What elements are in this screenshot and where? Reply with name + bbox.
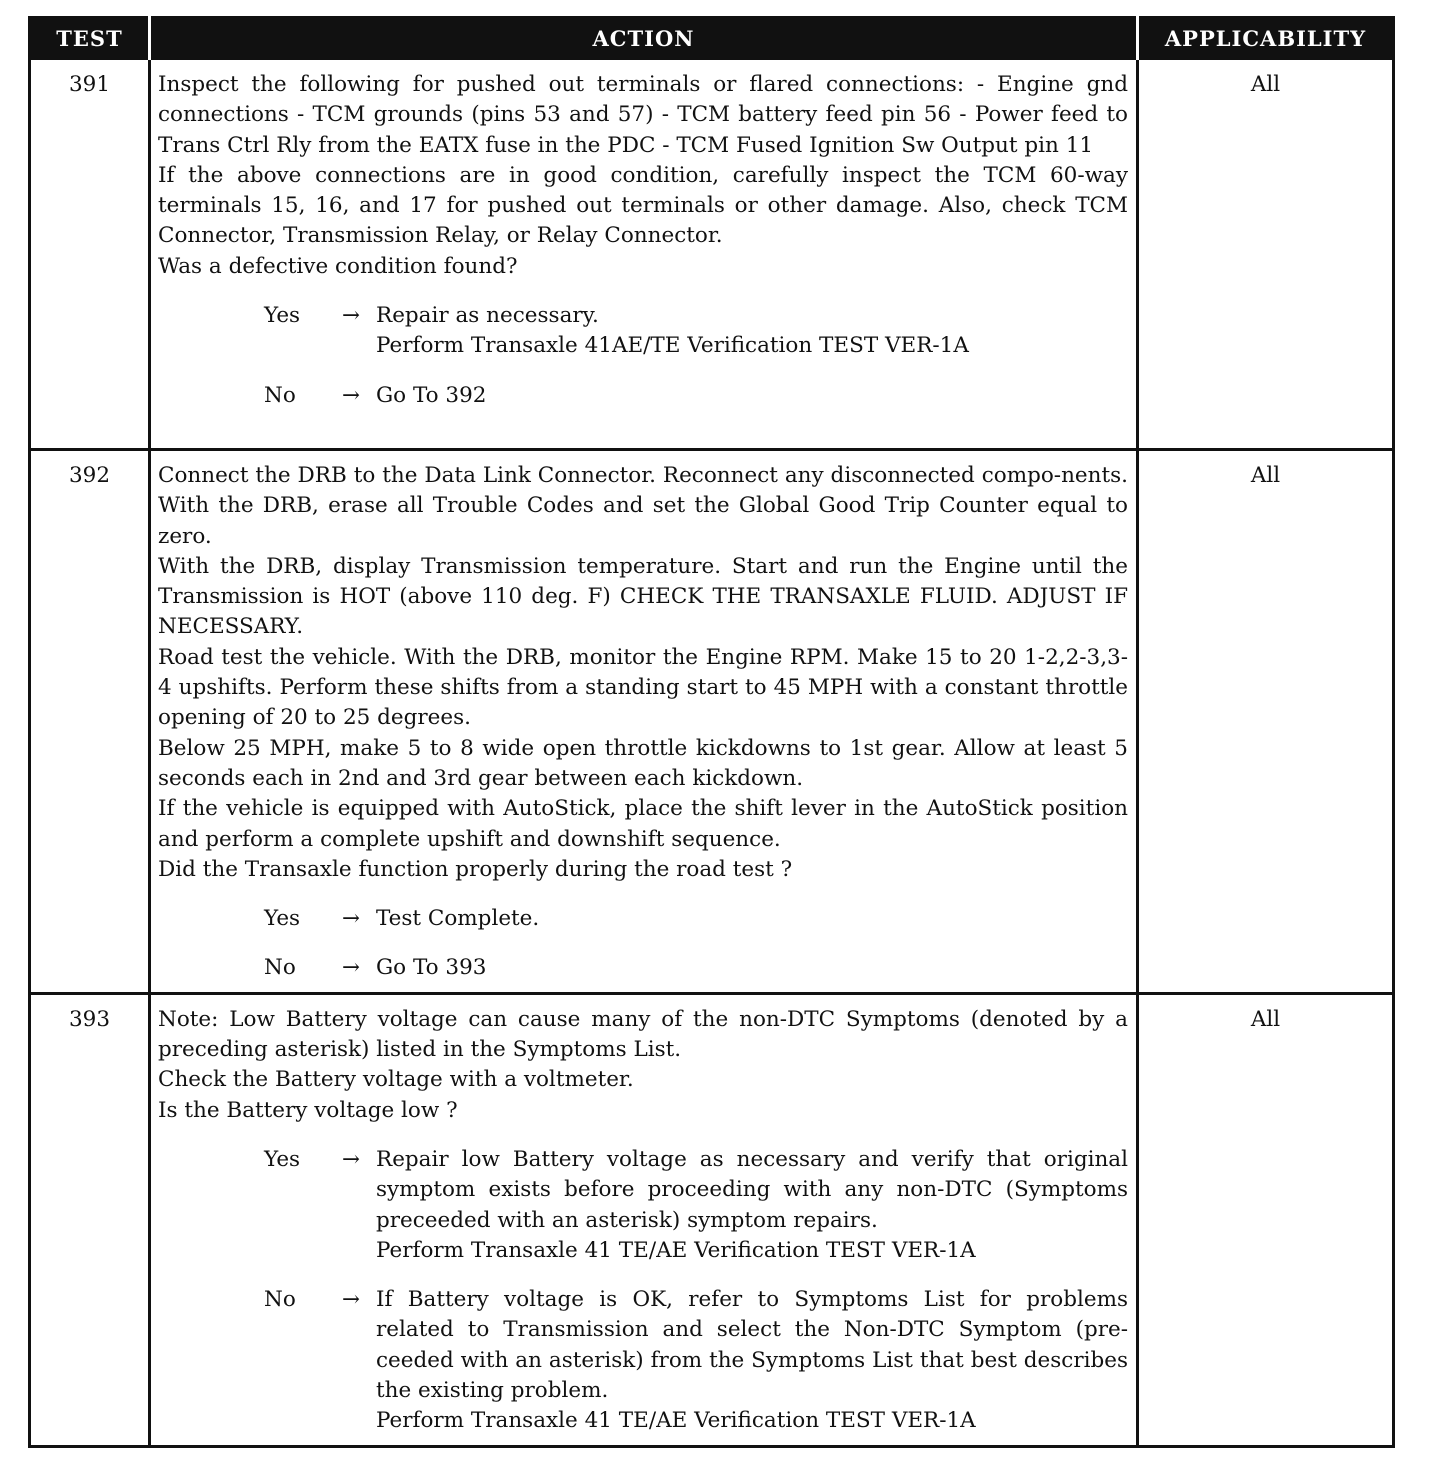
action-paragraph: Road test the vehicle. With the DRB, monitor the Engine RPM. Make 15 to 20 1-2,2-3,3-4 upshifts. Perform these shifts from a standing start to 45 MPH with a constant throttle opening of 20 to 25 degrees.: [158, 644, 1128, 731]
response-line: Go To 392: [376, 382, 487, 408]
response-text: [376, 1285, 1128, 1436]
diagnostic-test-table: [28, 16, 1395, 1448]
table-row: [30, 993, 1394, 1446]
action-paragraph: If the vehicle is equipped with AutoStick, place the shift lever in the AutoStick position and perform a complete upshift and downshift sequence.: [158, 796, 1128, 852]
response-line: If Battery voltage is OK, refer to Symptoms List for problems related to Transmission and select the Non-DTC Symptom (pre-ceeded with an asterisk) from the Symptoms List that best describes the existing problem.: [376, 1287, 1128, 1404]
action-paragraph: Connect the DRB to the Data Link Connector. Reconnect any disconnected compo-nents. With the DRB, erase all Trouble Codes and set the Global Good Trip Counter equal to zero.: [158, 463, 1128, 549]
response-line: Repair low Battery voltage as necessary and verify that original symptom exists before proceeding with any non-DTC (Symptoms preceeded with an asterisk) symptom repairs.: [376, 1146, 1128, 1233]
action-cell: [150, 450, 1138, 994]
header-applicability: APPLICABILITY: [1138, 18, 1394, 59]
response-no: [158, 381, 1128, 411]
response-line: Perform Transaxle 41 TE/AE Verification TEST VER-1A: [376, 1237, 976, 1263]
response-line: Perform Transaxle 41AE/TE Verification TEST VER-1A: [376, 333, 969, 359]
response-line: Perform Transaxle 41 TE/AE Verification TEST VER-1A: [376, 1408, 976, 1434]
header-test: TEST: [30, 18, 150, 59]
action-cell: [150, 993, 1138, 1446]
response-no: [158, 953, 1128, 983]
response-text: [376, 301, 1128, 362]
response-yes: [158, 1145, 1128, 1266]
action-paragraph: Inspect the following for pushed out terminals or flared connections: - Engine gnd connections - TCM grounds (pins 53 and 57) - TCM battery feed pin 56 - Power feed to Trans Ctrl Rly from the EATX fuse in the PDC - TCM Fused Ignition Sw Output pin 11: [158, 72, 1128, 158]
action-paragraph: Below 25 MPH, make 5 to 8 wide open throttle kickdowns to 1st gear. Allow at least 5 seconds each in 2nd and 3rd gear between each kickdown.: [158, 735, 1128, 791]
table-row: [30, 450, 1394, 994]
right-arrow-icon: →: [341, 1287, 360, 1313]
test-number: 393: [30, 993, 150, 1446]
test-number: 391: [30, 59, 150, 450]
response-text: [376, 904, 1128, 934]
action-paragraph: Is the Battery voltage low ?: [158, 1097, 458, 1123]
applicability-value: All: [1138, 59, 1394, 450]
applicability-value: All: [1138, 450, 1394, 994]
response-answer: Yes: [264, 303, 301, 329]
applicability-value: All: [1138, 993, 1394, 1446]
response-text: [376, 381, 1128, 411]
right-arrow-icon: →: [341, 906, 360, 932]
response-no: [158, 1285, 1128, 1436]
response-text: [376, 953, 1128, 983]
test-number: 392: [30, 450, 150, 994]
response-text: [376, 1145, 1128, 1266]
diagnostic-test-document: [28, 16, 1392, 1448]
response-answer: No: [264, 955, 296, 981]
response-line: Go To 393: [376, 955, 487, 981]
right-arrow-icon: →: [341, 303, 360, 329]
action-paragraph: Did the Transaxle function properly during the road test ?: [158, 856, 793, 882]
action-paragraph: Note: Low Battery voltage can cause many of the non-DTC Symptoms (denoted by a preceding asterisk) listed in the Symptoms List.: [158, 1006, 1128, 1063]
action-paragraph: Check the Battery voltage with a voltmeter.: [158, 1067, 634, 1093]
response-answer: No: [264, 1287, 296, 1313]
response-answer: Yes: [264, 1146, 301, 1172]
response-yes: [158, 904, 1128, 934]
response-yes: [158, 301, 1128, 362]
right-arrow-icon: →: [341, 382, 360, 408]
right-arrow-icon: →: [341, 955, 360, 981]
action-paragraph: If the above connections are in good condition, carefully inspect the TCM 60-way terminals 15, 16, and 17 for pushed out terminals or other damage. Also, check TCM Connector, Transmission Relay, or Relay Connector.: [158, 162, 1128, 249]
right-arrow-icon: →: [341, 1146, 360, 1172]
action-paragraph: Was a defective condition found?: [158, 253, 518, 279]
response-line: Repair as necessary.: [376, 303, 599, 329]
header-action: ACTION: [150, 18, 1138, 59]
table-row: [30, 59, 1394, 450]
response-answer: Yes: [264, 906, 301, 932]
table-body: [30, 59, 1394, 1447]
response-answer: No: [264, 382, 296, 408]
table-header: [30, 18, 1394, 59]
action-paragraph: With the DRB, display Transmission temperature. Start and run the Engine until the Transmission is HOT (above 110 deg. F) CHECK THE TRANSAXLE FLUID. ADJUST IF NECESSARY.: [158, 553, 1128, 640]
response-line: Test Complete.: [376, 906, 540, 932]
action-cell: [150, 59, 1138, 450]
